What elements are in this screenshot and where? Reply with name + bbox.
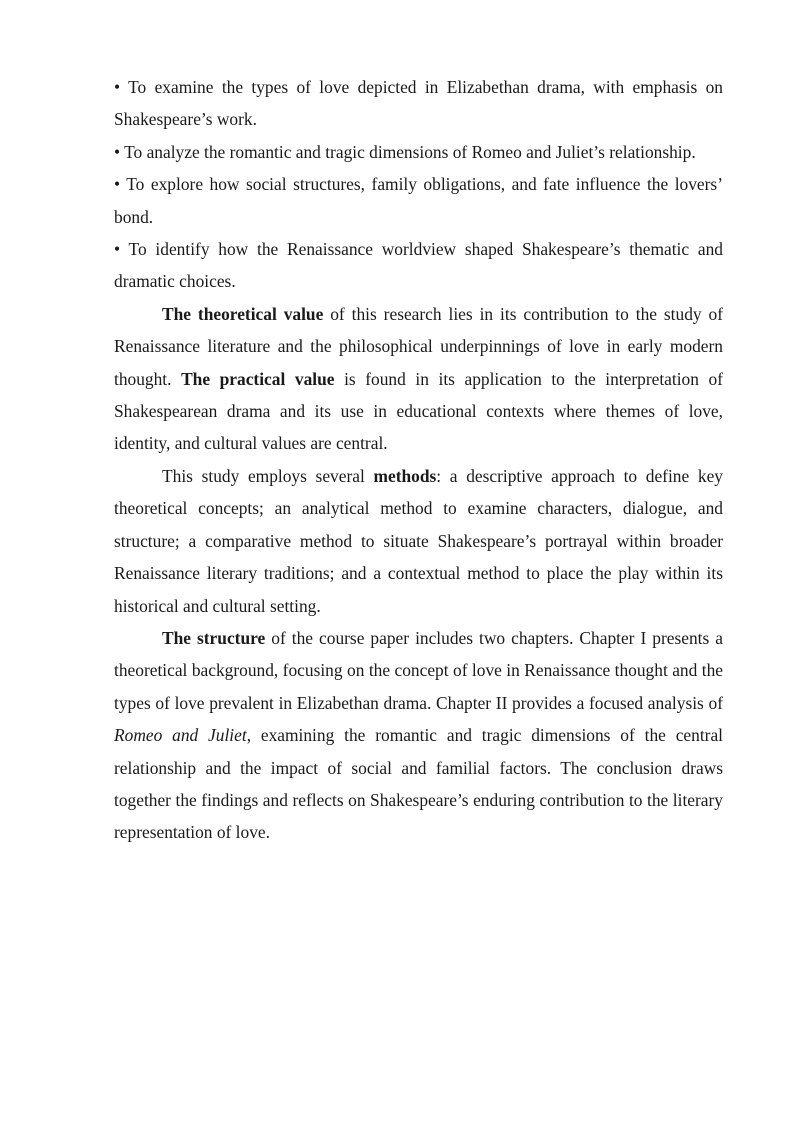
structure-text-1: of the course paper includes two chapters. Chapter I presents a theoretical background, focusing on the concept of love in Renaissance thought and the types of love prevalent in Elizabethan drama. Chapter II provides a focused analysis of	[114, 627, 724, 713]
theoretical-value-paragraph	[114, 298, 723, 460]
practical-value-term: The practical value	[181, 368, 335, 389]
methods-paragraph	[114, 460, 723, 622]
play-title: Romeo and Juliet	[114, 725, 247, 746]
objective-item-2: • To analyze the romantic and tragic dimensions of Romeo and Juliet’s relationship.	[114, 141, 696, 162]
theoretical-value-term: The theoretical value	[162, 303, 324, 324]
theoretical-value-text: of this research lies in its contribution to the study of Renaissance literature and the philosophical underpinnings of love in early modern thought.	[114, 303, 723, 389]
methods-intro-text: This study employs several	[162, 465, 374, 486]
structure-term: The structure	[162, 627, 266, 648]
objective-item-1: • To examine the types of love depicted in Elizabethan drama, with emphasis on Shakespeare’s work.	[114, 77, 723, 130]
methods-text: : a descriptive approach to define key theoretical concepts; an analytical method to examine characters, dialogue, and structure; a comparative method to situate Shakespeare’s portrayal within broader Renaissance literary traditions; and a contextual method to place the play within its historical and cultural setting.	[114, 465, 724, 616]
practical-value-text: is found in its application to the interpretation of Shakespearean drama and its use in educational contexts where themes of love, identity, and cultural values are central.	[114, 368, 723, 454]
objective-item-3: • To explore how social structures, family obligations, and fate influence the lovers’ bond.	[114, 174, 723, 227]
objective-item-4: • To identify how the Renaissance worldview shaped Shakespeare’s thematic and dramatic choices.	[114, 239, 723, 292]
structure-paragraph	[114, 622, 723, 849]
methods-term: methods	[373, 465, 437, 486]
structure-text-2: , examining the romantic and tragic dimensions of the central relationship and the impact of social and familial factors. The conclusion draws together the findings and reflects on Shakespeare’s enduring contribution to the literary representation of love.	[114, 725, 724, 843]
page-body	[114, 71, 723, 849]
